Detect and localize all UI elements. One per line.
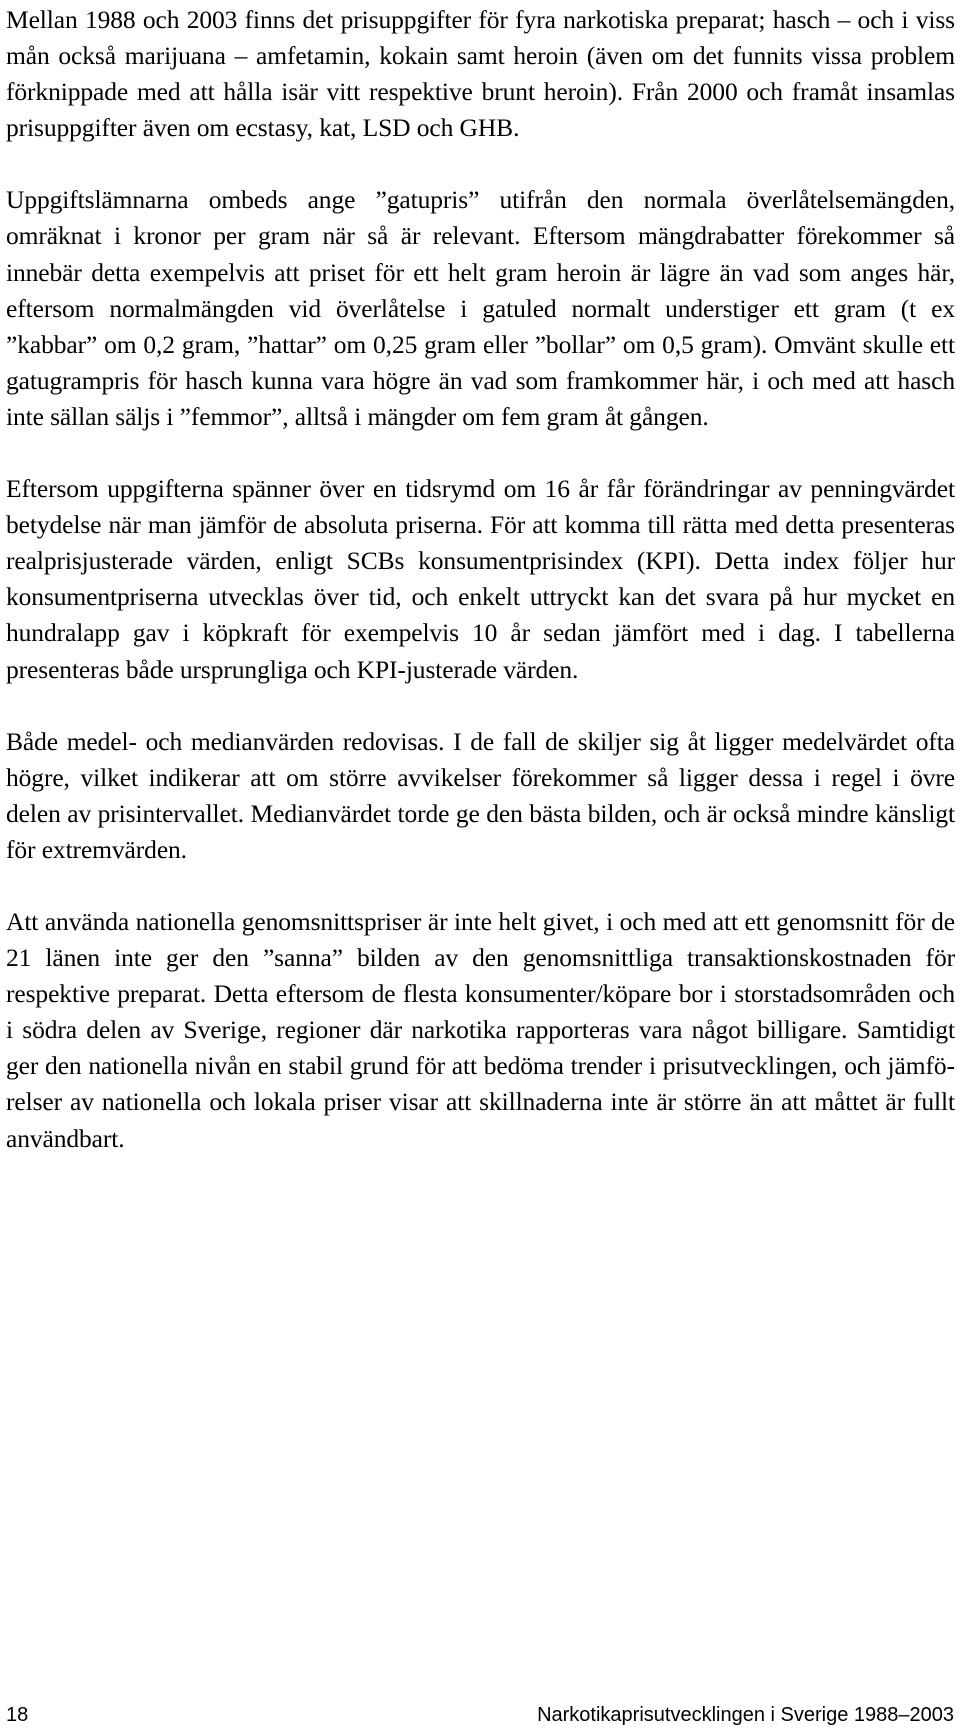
paragraph-national-averages: Att använda nationella genomsnittspriser är inte helt givet, i och med att ett genomsnitt för de 21 länen inte ger den ”sanna” bilden av den genomsnittliga transaktionskostnaden för respektive preparat. Detta eftersom de flesta konsumenter/köpare bor i storstadsområden och i södra delen av Sverige, regioner där narkotika rapporteras vara något billigare. Samtidigt ger den nationella nivån en stabil grund för att bedöma trender i prisutvecklingen, och jämförelser av nationella och lokala priser visar att skillnaderna inte är större än att måttet är fullt användbart.	[6, 906, 955, 1153]
running-title: Narkotikaprisutvecklingen i Sverige 1988–2003	[537, 1704, 954, 1726]
page-number: 18	[6, 1704, 29, 1726]
paragraph-price-data-overview: Mellan 1988 och 2003 finns det prisuppgifter för fyra narkotiska preparat; hasch – och i viss mån också marijuana – amfetamin, kokain samt heroin (även om det funnits vissa problem förknippade med att hålla isär vitt respektive brunt heroin). Från 2000 och framåt insamlas prisuppgifter även om ecstasy, kat, LSD och GHB.	[6, 5, 955, 143]
body-text	[6, 2, 955, 1157]
paragraph-street-price-definition: Uppgiftslämnarna ombeds ange ”gatupris” utifrån den normala överlåtelsemängden, omräknat i kronor per gram när så är relevant. Eftersom mängdrabatter förekommer så innebär detta exempelvis att priset för ett helt gram heroin är lägre än vad som anges här, eftersom normalmängden vid överlåtelse i gatuled normalt understiger ett gram (t ex ”kabbar” om 0,2 gram, ”hattar” om 0,25 gram eller ”bollar” om 0,5 gram). Omvänt skulle ett gatugrampris för hasch kunna vara högre än vad som framkommer här, i och med att hasch inte sällan säljs i ”femmor”, alltså i mängder om fem gram åt gången.	[6, 185, 955, 431]
paragraph-cpi-adjustment: Eftersom uppgifterna spänner över en tidsrymd om 16 år får förändringar av penningvärdet betydelse när man jämför de absoluta priserna. För att komma till rätta med detta presenteras realprisjusterade värden, enligt SCBs konsumentprisindex (KPI). Detta index följer hur konsumentpriserna utvecklas över tid, och enkelt uttryckt kan det svara på hur mycket en hundralapp gav i köpkraft för exempelvis 10 år sedan jämfört med i dag. I tabellerna presenteras både ursprungliga och KPI-justerade värden.	[6, 474, 955, 684]
paragraph-mean-median: Både medel- och medianvärden redovisas. I de fall de skiljer sig åt ligger medelvärdet ofta högre, vilket indikerar att om större avvikelser förekommer så ligger dessa i regel i övre delen av prisintervallet. Medianvärdet torde ge den bästa bilden, och är också mindre känsligt för extremvärden.	[6, 726, 955, 864]
page-footer	[6, 1700, 954, 1730]
